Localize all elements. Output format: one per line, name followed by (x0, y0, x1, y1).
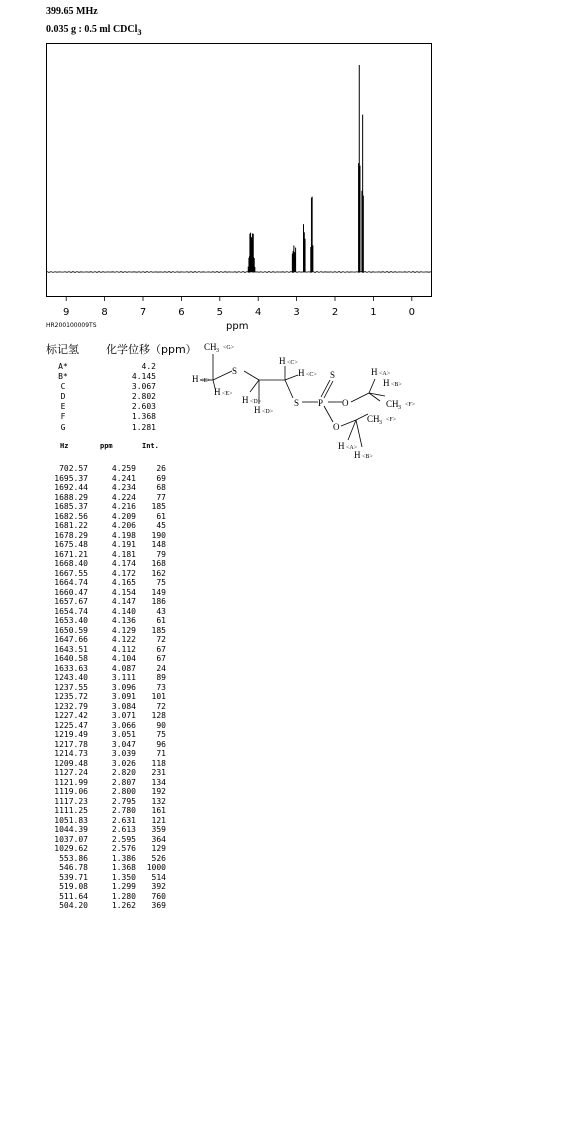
peak-intensity: 71 (156, 749, 166, 758)
peak-intensity: 190 (151, 530, 166, 540)
assignment-row (52, 372, 156, 382)
label-b: <B> (362, 454, 373, 460)
assignment-row (52, 362, 156, 372)
peak-ppm: 4.174 (111, 559, 136, 568)
x-tick-label: 4 (255, 307, 262, 318)
peak-hz: 1232.79 (54, 701, 88, 711)
peak-intensity: 89 (156, 673, 166, 682)
peak-ppm: 4.216 (111, 502, 136, 511)
chemical-shift: 3.067 (131, 382, 156, 392)
peak-hz: 1051.83 (54, 815, 88, 825)
peak-intensity: 61 (156, 616, 166, 625)
peak-ppm: 4.172 (111, 568, 136, 578)
peak-intensity: 67 (156, 644, 166, 654)
peak-ppm: 1.280 (111, 891, 136, 901)
peak-ppm: 1.299 (111, 882, 136, 891)
peak-ppm: 2.613 (111, 825, 136, 834)
atom-h: H (383, 378, 390, 388)
spectrum-baseline (47, 272, 431, 273)
peak-hz: 1633.63 (54, 663, 88, 673)
peak-intensity: 96 (156, 739, 166, 749)
assignment-row (52, 423, 156, 433)
peak-hz: 1217.78 (54, 739, 88, 749)
atom-ch3: CH (386, 399, 399, 409)
peak-hz: 1653.40 (54, 616, 88, 625)
chemical-shift: 4.145 (131, 372, 156, 382)
peak-intensity: 75 (156, 730, 166, 739)
subscript: 3 (379, 420, 382, 426)
label-d: <D> (250, 399, 262, 405)
assignment-header-label: 标记氢 (46, 343, 79, 356)
peak-intensity: 75 (156, 578, 166, 587)
peak-ppm: 3.066 (111, 720, 136, 730)
spectrum-peaks (248, 65, 363, 272)
peak-hz: 1111.25 (54, 806, 88, 815)
peak-intensity: 118 (151, 758, 166, 768)
x-tick-label: 2 (331, 307, 339, 318)
peak-intensity: 185 (151, 502, 166, 511)
plot-frame (47, 44, 432, 297)
peak-hz: 1682.56 (54, 511, 88, 521)
x-tick-label: 0 (408, 307, 415, 318)
peak-ppm: 2.820 (111, 768, 136, 777)
peak-hz: 1692.44 (54, 483, 88, 492)
chemical-shift: 1.368 (131, 412, 156, 422)
sample-text: 0.035 g : 0.5 ml CDCl (46, 24, 138, 35)
chemical-shift: 2.603 (131, 402, 156, 412)
label-c: <C> (306, 372, 317, 378)
peak-ppm: 3.026 (111, 758, 136, 768)
subscript: 3 (398, 405, 401, 411)
peak-ppm: 2.795 (111, 796, 136, 806)
peak-ppm: 4.140 (111, 606, 136, 616)
peak-ppm: 1.368 (111, 863, 136, 872)
x-tick-label: 1 (370, 307, 377, 318)
atom-ch3: CH (367, 414, 380, 424)
peak-intensity: 101 (151, 692, 166, 701)
peak-ppm: 2.780 (111, 806, 136, 815)
peak-hz: 1654.74 (54, 606, 88, 616)
peak-intensity: 77 (156, 492, 166, 502)
peak-hz: 1235.72 (54, 692, 88, 701)
peak-intensity: 24 (156, 663, 166, 673)
chemical-shift: 1.281 (131, 422, 156, 432)
peak-intensity: 192 (151, 787, 166, 796)
atom-o: O (333, 422, 340, 432)
label-g: <G> (223, 345, 235, 351)
peak-ppm: 4.165 (111, 578, 136, 587)
peak-intensity: 61 (156, 511, 166, 521)
peak-ppm: 4.129 (111, 625, 136, 635)
peak-hz: 1119.06 (54, 787, 88, 796)
assignment-table (52, 362, 156, 433)
proton-label: D (60, 392, 66, 402)
atom-h: H (192, 374, 199, 384)
atom-h: H (371, 367, 378, 377)
peak-hz: 553.86 (59, 853, 88, 863)
peak-intensity: 359 (151, 825, 166, 834)
label-c: <C> (287, 360, 298, 366)
peak-hz: 1127.24 (54, 768, 88, 777)
peak-intensity: 760 (151, 891, 166, 901)
peak-hz: 1225.47 (54, 720, 88, 730)
peak-ppm: 4.209 (111, 511, 136, 521)
peak-ppm: 2.631 (111, 815, 136, 825)
peak-intensity: 45 (156, 521, 166, 530)
proton-label: C (60, 382, 66, 392)
peak-hz: 1685.37 (54, 502, 88, 511)
peak-ppm: 4.191 (111, 540, 136, 549)
peak-ppm: 4.154 (111, 587, 136, 597)
peak-hz: 1029.62 (54, 844, 88, 853)
x-axis (63, 296, 415, 318)
peak-hz: 1695.37 (54, 473, 88, 483)
spectrum-id: HR200100009TS (46, 322, 97, 329)
peak-hz: 1237.55 (54, 682, 88, 692)
col-int: Int. (142, 442, 159, 450)
label-a: <A> (346, 445, 358, 451)
nmr-spectrum-chart (0, 0, 570, 330)
peak-intensity: 168 (151, 559, 166, 568)
assignment-row (52, 402, 156, 412)
peak-ppm: 4.181 (111, 549, 136, 559)
atom-h: H (338, 441, 345, 451)
x-tick-label: 8 (101, 307, 108, 318)
atom-h: H (279, 356, 286, 366)
peak-intensity: 90 (156, 720, 166, 730)
assignment-row (52, 392, 156, 402)
peak-ppm: 4.104 (111, 654, 136, 663)
peak-ppm: 1.262 (111, 901, 136, 910)
chemical-shift: 2.802 (131, 392, 156, 402)
peak-ppm: 4.259 (111, 464, 136, 473)
atom-h: H (242, 395, 249, 405)
peak-ppm: 1.386 (111, 853, 136, 863)
peak-intensity: 69 (156, 473, 166, 483)
peak-hz: 1664.74 (54, 578, 88, 587)
atom-h: H (354, 450, 361, 460)
peak-intensity: 129 (151, 844, 166, 853)
peak-intensity: 162 (151, 568, 166, 578)
peak-ppm: 2.595 (111, 834, 136, 844)
peak-ppm: 4.147 (111, 597, 136, 606)
label-a: <A> (379, 371, 391, 377)
peak-hz: 539.71 (59, 872, 88, 882)
peak-intensity: 149 (151, 587, 166, 597)
peak-ppm: 3.051 (111, 730, 136, 739)
peak-ppm: 2.800 (111, 787, 136, 796)
proton-label: E (60, 402, 66, 412)
molecule-labels (192, 342, 416, 460)
peak-intensity: 128 (151, 711, 166, 720)
peak-intensity: 132 (151, 796, 166, 806)
peak-ppm: 4.087 (111, 663, 136, 673)
peak-hz: 1643.51 (54, 644, 88, 654)
label-d: <D> (262, 409, 274, 415)
peak-ppm: 4.198 (111, 530, 136, 540)
peak-intensity: 121 (151, 815, 166, 825)
chemical-shift: 4.2 (141, 362, 156, 371)
atom-o: O (342, 398, 349, 408)
peak-intensity: 43 (156, 606, 166, 616)
peak-ppm: 3.084 (111, 701, 136, 711)
peak-ppm: 3.091 (111, 692, 136, 701)
x-tick-label: 9 (63, 307, 70, 318)
peak-intensity: 369 (151, 901, 166, 910)
col-ppm: ppm (100, 442, 113, 450)
label-e: <E> (200, 378, 211, 384)
atom-s: S (294, 398, 300, 408)
peak-intensity: 185 (151, 625, 166, 635)
peak-intensity: 26 (156, 464, 166, 473)
col-hz: Hz (60, 442, 69, 450)
peak-hz: 1117.23 (54, 796, 88, 806)
peak-hz: 1243.40 (54, 673, 88, 682)
peak-ppm: 3.071 (111, 711, 136, 720)
peak-intensity: 514 (151, 872, 166, 882)
peak-ppm: 3.039 (111, 749, 136, 758)
peak-intensity: 79 (156, 549, 166, 559)
peak-ppm: 4.234 (111, 483, 136, 492)
peak-hz: 504.20 (59, 901, 88, 910)
peak-hz: 519.08 (59, 882, 88, 891)
atom-h: H (298, 368, 305, 378)
peak-intensity: 392 (151, 882, 166, 891)
atom-s: S (330, 370, 336, 380)
label-f: <F> (386, 417, 397, 423)
atom-s: S (232, 366, 238, 376)
peak-intensity: 72 (156, 635, 166, 644)
proton-label: G (60, 422, 66, 432)
peak-intensity: 73 (156, 682, 166, 692)
assignment-row (52, 382, 156, 392)
atom-ch3: CH (204, 342, 217, 352)
peak-intensity: 186 (151, 597, 166, 606)
x-axis-label: ppm (226, 321, 249, 332)
peak-hz: 1044.39 (54, 825, 88, 834)
peak-hz: 1688.29 (54, 492, 88, 502)
peak-hz: 1219.49 (54, 730, 88, 739)
atom-p: P (318, 398, 324, 408)
peak-hz: 1227.42 (54, 711, 88, 720)
peak-hz: 546.78 (59, 863, 88, 872)
peak-intensity: 1000 (146, 863, 166, 872)
peak-hz: 1681.22 (54, 521, 88, 530)
assignment-header-shift: 化学位移（ppm） (106, 343, 197, 356)
peak-intensity: 231 (151, 768, 166, 777)
label-b: <B> (391, 382, 402, 388)
peak-intensity: 526 (151, 853, 166, 863)
peak-intensity: 134 (151, 777, 166, 787)
peak-hz: 511.64 (59, 891, 88, 901)
peak-ppm: 4.206 (111, 521, 136, 530)
peak-ppm: 1.350 (111, 872, 136, 882)
peak-ppm: 4.112 (111, 644, 136, 654)
peak-ppm: 4.241 (111, 473, 136, 483)
peak-ppm: 3.096 (111, 682, 136, 692)
peak-intensity: 364 (151, 834, 166, 844)
peak-hz: 702.57 (59, 464, 88, 473)
peak-intensity: 68 (156, 483, 166, 492)
sample-subscript: 3 (137, 28, 142, 37)
label-f: <F> (405, 402, 416, 408)
peak-ppm: 3.047 (111, 739, 136, 749)
x-tick-label: 6 (178, 307, 185, 318)
molecule-bonds (200, 354, 385, 447)
peak-hz: 1668.40 (54, 559, 88, 568)
peak-intensity: 72 (156, 701, 166, 711)
peak-ppm: 2.576 (111, 844, 136, 853)
molecule-structure (190, 340, 430, 470)
peak-ppm: 4.122 (111, 635, 136, 644)
peak-hz: 1678.29 (54, 530, 88, 540)
atom-h: H (254, 405, 261, 415)
peak-hz: 1209.48 (54, 758, 88, 768)
proton-label: B* (58, 372, 68, 382)
peak-hz: 1640.58 (54, 654, 88, 663)
peak-ppm: 4.224 (111, 492, 136, 502)
peak-hz: 1660.47 (54, 587, 88, 597)
x-tick-label: 7 (139, 307, 147, 318)
assignment-row (52, 412, 156, 422)
peak-intensity: 161 (151, 806, 166, 815)
peak-hz: 1121.99 (54, 777, 88, 787)
proton-label: A* (58, 362, 68, 371)
peak-hz: 1647.66 (54, 635, 88, 644)
peak-intensity: 67 (156, 654, 166, 663)
atom-h: H (214, 387, 221, 397)
peak-hz: 1214.73 (54, 749, 88, 758)
x-tick-label: 3 (293, 307, 300, 318)
peak-ppm: 2.807 (111, 777, 136, 787)
peak-hz: 1671.21 (54, 549, 88, 559)
peak-hz: 1675.48 (54, 540, 88, 549)
label-e: <E> (222, 391, 233, 397)
subscript: 3 (216, 348, 219, 354)
peak-ppm: 3.111 (111, 673, 136, 682)
peak-ppm: 4.136 (111, 616, 136, 625)
peak-hz: 1650.59 (54, 625, 88, 635)
proton-label: F (60, 412, 66, 422)
peak-hz: 1037.07 (54, 834, 88, 844)
x-tick-label: 5 (216, 307, 223, 318)
peak-intensity: 148 (151, 540, 166, 549)
spectrometer-frequency: 399.65 MHz (46, 6, 98, 17)
peak-hz: 1667.55 (54, 568, 88, 578)
peak-hz: 1657.67 (54, 597, 88, 606)
